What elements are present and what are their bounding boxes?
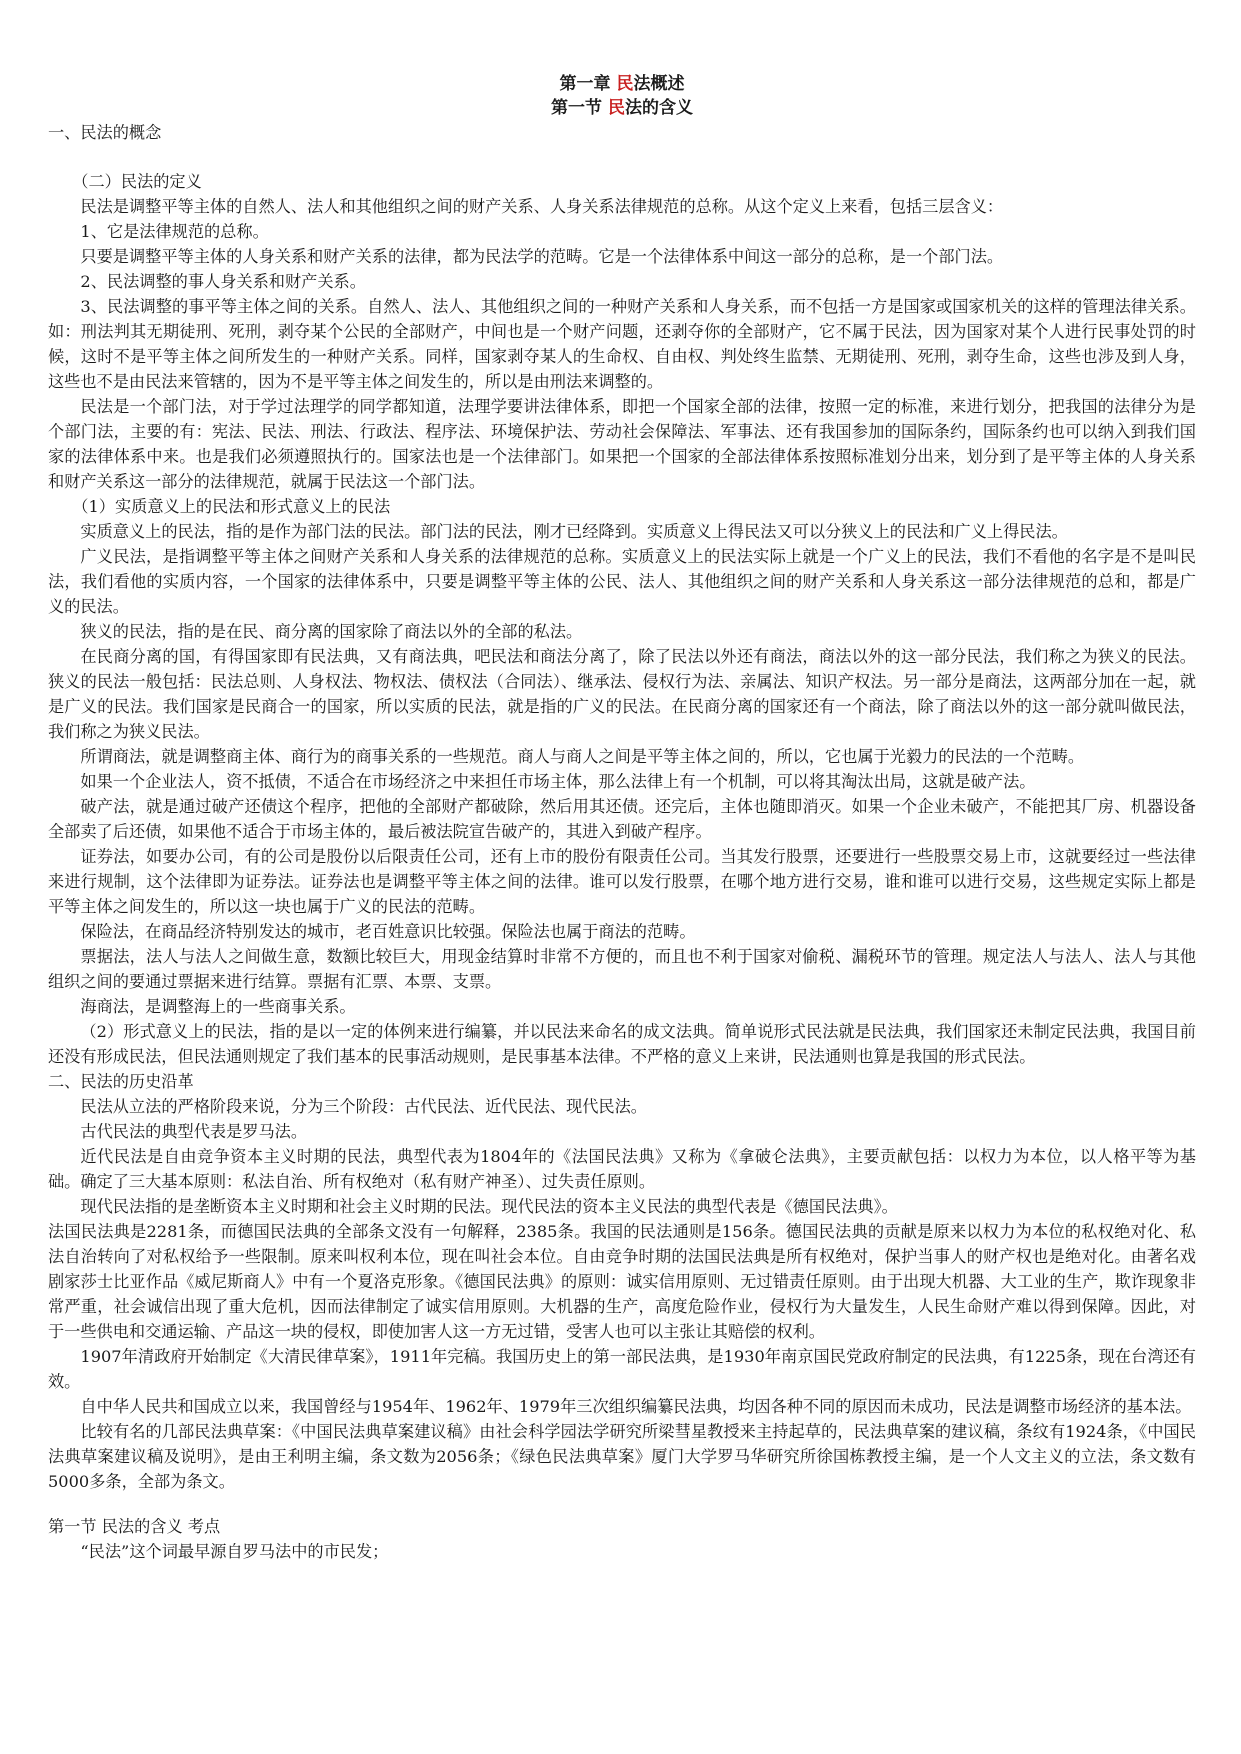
section-heading: 二、民法的历史沿革 xyxy=(48,1072,194,1091)
paragraph: 自中华人民共和国成立以来，我国曾经与1954年、1962年、1979年三次组织编纂民法典，均因各种不同的原因而未成功，民法是调整市场经济的基本法。 xyxy=(80,1397,1192,1416)
paragraph: 狭义的民法，指的是在民、商分离的国家除了商法以外的全部的私法。 xyxy=(80,622,583,641)
paragraph: 证券法，如要办公司，有的公司是股份以后限责任公司，还有上市的股份有限责任公司。当其发行股票，还要进行一些股票交易上市，这就要经过一些法律来进行规制，这个法律即为证券法。证券法也是调整平等主体之间的法律。谁可以发行股票，在哪个地方进行交易，谁和谁可以进行交易，这些规定实际上都是平等主体之间发生的，所以这一块也属于广义的民法的范畴。 xyxy=(48,847,1196,916)
chapter-title xyxy=(48,72,1196,96)
section-prefix: 第一节 xyxy=(551,98,603,118)
paragraph: 民法是一个部门法，对于学过法理学的同学都知道，法理学要讲法律体系，即把一个国家全部的法律，按照一定的标准，来进行划分，把我国的法律分为是个部门法，主要的有：宪法、民法、刑法、行政法、程序法、环境保护法、劳动社会保障法、军事法、还有我国参加的国际条约，国际条约也可以纳入到我们国家的法律体系中来。也是我们必须遵照执行的。国家法也是一个法律部门。如果把一个国家的全部法律体系按照标准划分出来，划分到了是平等主体的人身关系和财产关系这一部分的法律规范，就属于民法这一个部门法。 xyxy=(48,397,1196,491)
chapter-rest: 法概述 xyxy=(633,74,685,94)
section-heading: 一、民法的概念 xyxy=(48,123,162,142)
section-heading: 法国民法典是2281条，而德国民法典的全部条文没有一句解释，2385条。我国的民法通则是156条。德国民法典的贡献是原来以权力为本位的私权绝对化、私法自治转向了对私权给予一些限制。原来叫权利本位，现在叫社会本位。自由竞争时期的法国民法典是所有权绝对，保护当事人的财产权也是绝对化。由著名戏剧家莎士比亚作品《威尼斯商人》中有一个夏洛克形象。《德国民法典》的原则：诚实信用原则、无过错责任原则。由于出现大机器、大工业的生产，欺诈现象非常严重，社会诚信出现了重大危机，因而法律制定了诚实信用原则。大机器的生产，高度危险作业，侵权行为大量发生，人民生命财产难以得到保障。因此，对于一些供电和交通运输、产品这一块的侵权，即使加害人这一方无过错，受害人也可以主张让其赔偿的权利。 xyxy=(48,1222,1196,1341)
spacer xyxy=(48,145,1196,169)
paragraph: 古代民法的典型代表是罗马法。 xyxy=(80,1122,308,1141)
body-text xyxy=(48,120,1196,1564)
paragraph: （1）实质意义上的民法和形式意义上的民法 xyxy=(72,497,391,516)
paragraph: 1907年清政府开始制定《大清民律草案》，1911年完稿。我国历史上的第一部民法典，是1930年南京国民党政府制定的民法典，有1225条，现在台湾还有效。 xyxy=(48,1347,1196,1391)
section-title xyxy=(48,96,1196,120)
document-page xyxy=(48,72,1196,1564)
paragraph: 所谓商法，就是调整商主体、商行为的商事关系的一些规范。商人与商人之间是平等主体之间的，所以，它也属于光毅力的民法的一个范畴。 xyxy=(80,747,1085,766)
section-highlight: 民 xyxy=(607,98,625,118)
paragraph: 3、民法调整的事平等主体之间的关系。自然人、法人、其他组织之间的一种财产关系和人身关系，而不包括一方是国家或国家机关的这样的管理法律关系。如：刑法判其无期徒刑、死刑，剥夺某个公民的全部财产，中间也是一个财产问题，还剥夺你的全部财产，它不属于民法，因为国家对某个人进行民事处罚的时候，这时不是平等主体之间所发生的一种财产关系。同样，国家剥夺某人的生命权、自由权、判处终生监禁、无期徒刑、死刑，剥夺生命，这些也涉及到人身，这些也不是由民法来管辖的，因为不是平等主体之间发生的，所以是由刑法来调整的。 xyxy=(48,297,1196,391)
paragraph: 实质意义上的民法，指的是作为部门法的民法。部门法的民法，刚才已经降到。实质意义上得民法又可以分狭义上的民法和广义上得民法。 xyxy=(80,522,1068,541)
paragraph: 破产法，就是通过破产还债这个程序，把他的全部财产都破除，然后用其还债。还完后，主体也随即消灭。如果一个企业未破产，不能把其厂房、机器设备全部卖了后还债，如果他不适合于市场主体的，最后被法院宣告破产的，其进入到破产程序。 xyxy=(48,797,1196,841)
paragraph: “民法”这个词最早源自罗马法中的市民发； xyxy=(80,1542,389,1561)
paragraph: 如果一个企业法人，资不抵债，不适合在市场经济之中来担任市场主体，那么法律上有一个机制，可以将其淘汰出局，这就是破产法。 xyxy=(80,772,1036,791)
paragraph: 近代民法是自由竞争资本主义时期的民法，典型代表为1804年的《法国民法典》又称为《拿破仑法典》，主要贡献包括：以权力为本位，以人格平等为基础。确定了三大基本原则：私法自治、所有权绝对（私有财产神圣）、过失责任原则。 xyxy=(48,1147,1196,1191)
paragraph: 票据法，法人与法人之间做生意，数额比较巨大，用现金结算时非常不方便的，而且也不利于国家对偷税、漏税环节的管理。规定法人与法人、法人与其他组织之间的要通过票据来进行结算。票据有汇票、本票、支票。 xyxy=(48,947,1196,991)
paragraph: 只要是调整平等主体的人身关系和财产关系的法律，都为民法学的范畴。它是一个法律体系中间这一部分的总称，是一个部门法。 xyxy=(80,247,1004,266)
paragraph: 2、民法调整的事人身关系和财产关系。 xyxy=(80,272,366,291)
paragraph: （二）民法的定义 xyxy=(72,172,202,191)
paragraph: 现代民法指的是垄断资本主义时期和社会主义时期的民法。现代民法的资本主义民法的典型代表是《德国民法典》。 xyxy=(80,1197,898,1216)
paragraph: 民法是调整平等主体的自然人、法人和其他组织之间的财产关系、人身关系法律规范的总称。从这个定义上来看，包括三层含义： xyxy=(80,197,1004,216)
paragraph: 比较有名的几部民法典草案：《中国民法典草案建议稿》由社会科学园法学研究所梁彗星教授来主持起草的，民法典草案的建议稿，条纹有1924条，《中国民法典草案建议稿及说明》，是由王利明主编，条文数为2056条；《绿色民法典草案》厦门大学罗马华研究所徐国栋教授主编，是一个人文主义的立法，条文数有5000多条，全部为条文。 xyxy=(48,1422,1196,1491)
spacer xyxy=(48,1494,1196,1514)
paragraph: 保险法，在商品经济特别发达的城市，老百姓意识比较强。保险法也属于商法的范畴。 xyxy=(80,922,696,941)
paragraph: 广义民法，是指调整平等主体之间财产关系和人身关系的法律规范的总称。实质意义上的民法实际上就是一个广义上的民法，我们不看他的名字是不是叫民法，我们看他的实质内容，一个国家的法律体系中，只要是调整平等主体的公民、法人、其他组织之间的财产关系和人身关系这一部分法律规范的总和，都是广义的民法。 xyxy=(48,547,1196,616)
paragraph: 1、它是法律规范的总称。 xyxy=(80,222,269,241)
section-rest: 法的含义 xyxy=(624,98,693,118)
chapter-prefix: 第一章 xyxy=(559,74,611,94)
paragraph: （2）形式意义上的民法，指的是以一定的体例来进行编纂，并以民法来命名的成文法典。简单说形式民法就是民法典，我们国家还未制定民法典，我国目前还没有形成民法，但民法通则规定了我们基本的民事活动规则，是民事基本法律。不严格的意义上来讲，民法通则也算是我国的形式民法。 xyxy=(48,1022,1196,1066)
section-heading: 第一节 民法的含义 考点 xyxy=(48,1517,221,1536)
paragraph: 在民商分离的国，有得国家即有民法典，又有商法典，吧民法和商法分离了，除了民法以外还有商法，商法以外的这一部分民法，我们称之为狭义的民法。狭义的民法一般包括：民法总则、人身权法、物权法、债权法（合同法）、继承法、侵权行为法、亲属法、知识产权法。另一部分是商法，这两部分加在一起，就是广义的民法。我们国家是民商合一的国家，所以实质的民法，就是指的广义的民法。在民商分离的国家还有一个商法，除了商法以外的这一部分就叫做民法，我们称之为狭义民法。 xyxy=(48,647,1196,741)
chapter-highlight: 民 xyxy=(616,74,634,94)
paragraph: 民法从立法的严格阶段来说，分为三个阶段：古代民法、近代民法、现代民法。 xyxy=(80,1097,647,1116)
paragraph: 海商法，是调整海上的一些商事关系。 xyxy=(80,997,356,1016)
